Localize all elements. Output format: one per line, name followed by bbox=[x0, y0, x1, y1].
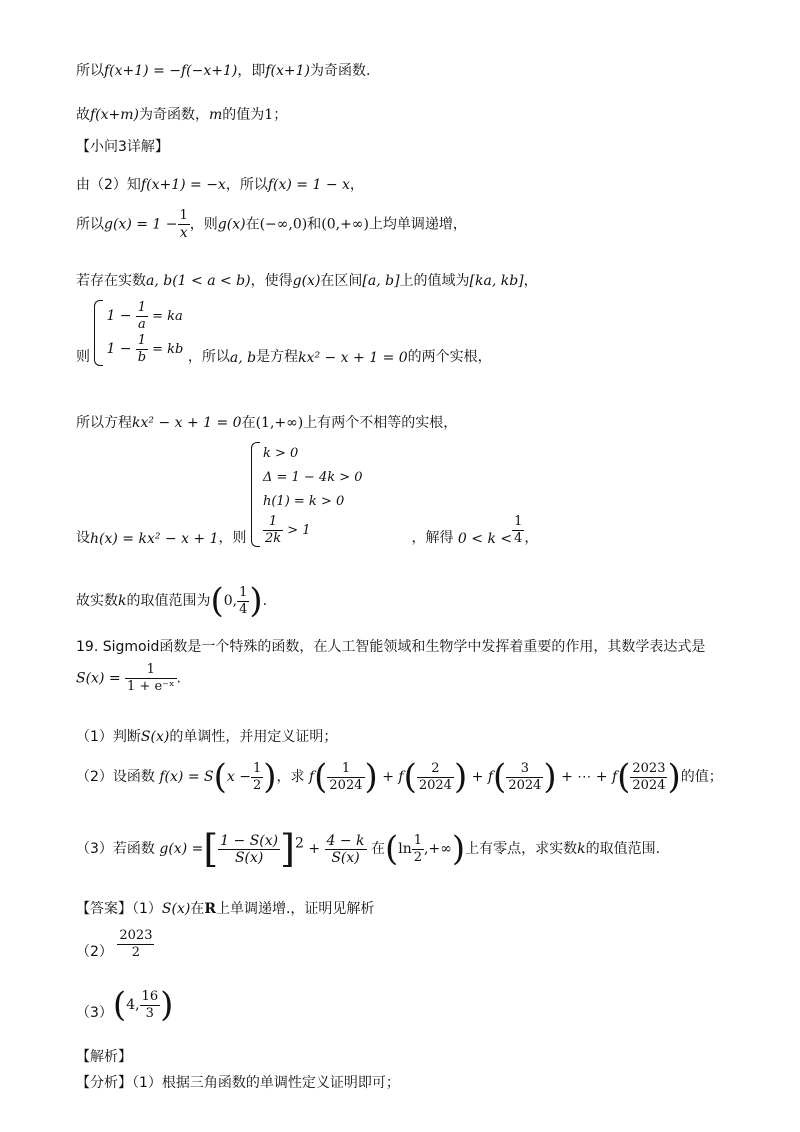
answer-part-3: （3）(4, $\frac{16}{3}$ ) bbox=[76, 985, 174, 1025]
text: 在区间 bbox=[320, 273, 363, 289]
equation-system bbox=[94, 300, 183, 366]
text: 【小问3详解】 bbox=[76, 139, 169, 155]
text: ，所以 bbox=[225, 177, 268, 193]
text: 的两个实根， bbox=[407, 349, 492, 365]
math-expression: k bbox=[577, 841, 586, 857]
inequality-row: Δ = 1 − 4k > 0 bbox=[262, 470, 363, 485]
math-expression: f(x) = 1 − x bbox=[267, 177, 350, 193]
text: 故 bbox=[76, 107, 90, 123]
text: ， bbox=[524, 530, 539, 546]
text: 在 bbox=[245, 216, 260, 233]
text: ，使得 bbox=[250, 273, 293, 289]
text: 在 bbox=[241, 415, 256, 431]
text: 则 bbox=[76, 349, 90, 365]
text: （3） bbox=[76, 1005, 113, 1021]
text: 所以 bbox=[76, 216, 104, 233]
text: （1）判断 bbox=[76, 729, 141, 745]
fraction: $\frac{1 - S(x)}{S(x)}$ bbox=[220, 832, 279, 866]
math-expression: S(x) = bbox=[76, 670, 121, 687]
text: 设 bbox=[76, 530, 90, 546]
fraction: $\frac{1}{4}$ bbox=[514, 514, 523, 546]
text: 由（2）知 bbox=[76, 177, 141, 193]
math-expression: (0,+∞) bbox=[321, 216, 369, 233]
math-expression: S(x) bbox=[161, 901, 191, 917]
answer-part-2 bbox=[76, 928, 154, 961]
text: 上单调递增.，证明见解析 bbox=[215, 901, 375, 917]
math-expression: [ka, kb] bbox=[469, 273, 524, 289]
question-19-part-1 bbox=[76, 726, 337, 746]
text: （2）设函数 bbox=[76, 769, 155, 785]
math-expression: 0 < k < bbox=[457, 531, 513, 547]
math-expression: S(x) bbox=[140, 729, 170, 745]
math-expression: m bbox=[209, 107, 223, 123]
inequality-row: k > 0 bbox=[262, 446, 299, 461]
inequality-row: $\frac{1}{2k}$ > 1 bbox=[264, 514, 311, 546]
text: 上均单调递增， bbox=[368, 216, 467, 233]
text: ，则 bbox=[218, 530, 247, 546]
text: 上有零点，求实数 bbox=[465, 841, 578, 857]
sigmoid-formula bbox=[76, 662, 181, 695]
text: 的取值范围为 bbox=[126, 593, 211, 609]
text-line-9 bbox=[76, 412, 457, 432]
text-line-system bbox=[76, 300, 492, 366]
math-expression: kx² − x + 1 = 0 bbox=[298, 350, 408, 366]
fraction: $\frac{3}{2024}$ bbox=[508, 760, 542, 793]
fraction: $\frac{2023}{2024}$ bbox=[632, 760, 666, 793]
section-heading bbox=[76, 136, 169, 156]
text: 是方程 bbox=[256, 349, 299, 365]
math-expression: 0, bbox=[223, 593, 238, 609]
math-expression: (1,+∞) bbox=[255, 415, 304, 431]
denominator: x bbox=[179, 225, 188, 241]
text: . bbox=[176, 670, 181, 687]
math-expression: f(x+1) = −x bbox=[140, 177, 226, 193]
text: 所以方程 bbox=[76, 415, 132, 431]
math-expression: g(x) = 1 − bbox=[104, 216, 178, 233]
text: ，解得 bbox=[411, 530, 454, 546]
inequality-row: h(1) = k > 0 bbox=[262, 494, 345, 509]
text-line-12 bbox=[76, 581, 268, 621]
text: 和 bbox=[307, 216, 322, 233]
text: ， bbox=[523, 273, 538, 289]
text: 的单调性，并用定义证明； bbox=[169, 729, 338, 745]
math-expression: h(x) = kx² − x + 1 bbox=[90, 531, 219, 547]
text: ； bbox=[273, 107, 288, 123]
math-expression: f(x+1) = −f(−x+1) bbox=[104, 63, 238, 79]
math-expression: [a, b] bbox=[362, 273, 400, 289]
paren: ) bbox=[249, 581, 263, 621]
text: 上的值域为 bbox=[399, 273, 470, 289]
text: 在 bbox=[190, 901, 205, 917]
text: 为奇函数. bbox=[310, 63, 371, 79]
text-line-4 bbox=[76, 174, 364, 194]
text: 的值； bbox=[680, 769, 723, 785]
text: 为奇函数， bbox=[139, 107, 210, 123]
math-expression: kx² − x + 1 = 0 bbox=[132, 415, 242, 431]
math-expression: g(x) bbox=[217, 216, 246, 233]
math-expression: f(x+m) bbox=[90, 107, 140, 123]
math-expression: R bbox=[204, 901, 216, 917]
fraction: $\frac{1}{2024}$ bbox=[329, 760, 363, 793]
math-expression: g(x) bbox=[292, 273, 321, 289]
math-expression: f(x+1) bbox=[265, 63, 311, 79]
text: 【分析】（1）根据三角函数的单调性定义证明即可； bbox=[76, 1075, 400, 1091]
brace-icon bbox=[94, 300, 103, 366]
text-line-system-2 bbox=[76, 442, 538, 547]
text: （2） bbox=[76, 944, 113, 960]
question-19-part-2: （2）设函数 f(x) = S(x − $\frac{1}{2}$ )，求 f( $\frac{1}{2024}$ ) + f( $\frac{2}{2024}$ ) + f( $\frac{3}{2024}$ ) + ⋯ + f( $\frac{2023}{2024}$ )的值； bbox=[76, 757, 723, 797]
text: （3）若函数 bbox=[76, 841, 155, 857]
math-expression: g(x) = bbox=[159, 841, 204, 857]
fraction bbox=[178, 208, 190, 241]
math-expression: a, b bbox=[229, 350, 257, 366]
text: 故实数 bbox=[76, 593, 118, 609]
brace-icon bbox=[251, 442, 260, 547]
question-19-stem bbox=[76, 636, 705, 656]
fraction: $\frac{4 - k}{S(x)}$ bbox=[326, 832, 365, 866]
inequality-system bbox=[251, 442, 363, 547]
text: 若存在实数 bbox=[76, 273, 146, 289]
text-line-1 bbox=[76, 60, 370, 80]
analysis-line bbox=[76, 1072, 400, 1092]
text: 上有两个不相等的实根， bbox=[303, 415, 458, 431]
math-expression: 1 bbox=[264, 107, 274, 123]
text: 19. Sigmoid函数是一个特殊的函数，在人工智能领域和生物学中发挥着重要的作用，其数学表达式是 bbox=[76, 639, 706, 655]
text: 【答案】（1） bbox=[76, 901, 162, 917]
text: 在 bbox=[371, 841, 385, 857]
text-line-5 bbox=[76, 208, 467, 241]
paren: ( bbox=[210, 581, 224, 621]
math-expression: f(x) = S bbox=[159, 769, 214, 785]
fraction: $\frac{1}{4}$ bbox=[239, 584, 248, 617]
math-expression: a, b(1 < a < b) bbox=[146, 273, 251, 289]
math-expression: (−∞,0) bbox=[259, 216, 308, 233]
question-19-part-3: （3）若函数 g(x) =[ $\frac{1 - S(x)}{S(x)}$ ]$^2$ + $\frac{4 - k}{S(x)}$ 在(ln $\frac{1}{2}$ ,+∞)上有零点，求实数k的取值范围. bbox=[76, 827, 661, 871]
math-expression: k bbox=[118, 593, 127, 609]
equation-row: 1 − $\frac{1}{a}$ = ka bbox=[106, 300, 183, 332]
fraction: $\frac{2}{2024}$ bbox=[418, 760, 452, 793]
text: 的取值范围. bbox=[585, 841, 661, 857]
text: ，所以 bbox=[187, 349, 230, 365]
equation-row: 1 − $\frac{1}{b}$ = kb bbox=[106, 333, 184, 365]
analysis-heading bbox=[76, 1046, 132, 1066]
fraction: $\frac{16}{3}$ bbox=[141, 988, 159, 1021]
numerator: 1 bbox=[179, 208, 188, 223]
text: 所以 bbox=[76, 63, 104, 79]
fraction: $\frac{1}{\text{1 + e⁻ˣ}}$ bbox=[127, 662, 175, 694]
text: . bbox=[262, 593, 268, 609]
text: 的值为 bbox=[222, 107, 265, 123]
text-line-6 bbox=[76, 270, 538, 290]
text: ， bbox=[349, 177, 364, 193]
text: 【解析】 bbox=[76, 1049, 132, 1065]
text: ，求 bbox=[276, 769, 305, 785]
text-line-2 bbox=[76, 104, 287, 124]
text: ，则 bbox=[189, 216, 218, 233]
answer-line bbox=[76, 898, 374, 918]
text: ，即 bbox=[237, 63, 266, 79]
fraction: $\frac{2023}{2}$ bbox=[119, 928, 153, 960]
